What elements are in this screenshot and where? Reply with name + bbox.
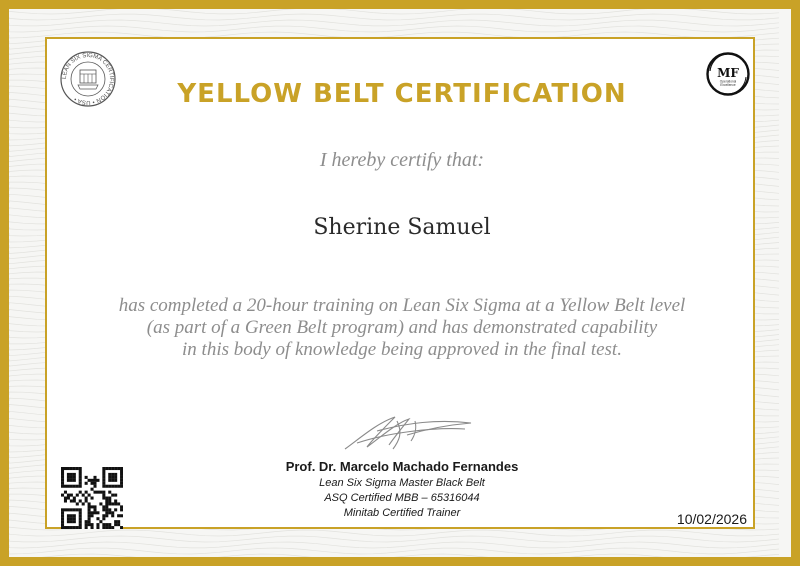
certify-statement: I hereby certify that:: [319, 149, 485, 171]
certificate-description: [47, 295, 757, 361]
description-line-3: in this body of knowledge being approved in the final test.: [182, 339, 622, 360]
certificate-title: YELLOW BELT CERTIFICATION: [177, 79, 627, 109]
seal-ring-text: LEAN SIX SIGMA CERTIFICATION • USA •: [61, 52, 115, 106]
issue-date: 10/02/2026: [676, 511, 747, 527]
certificate-panel: [45, 37, 755, 529]
logo-tagline-2: Excellence: [720, 83, 736, 87]
signature-icon: [337, 409, 477, 453]
recipient-name: Sherine Samuel: [313, 215, 491, 240]
signatory-name: Prof. Dr. Marcelo Machado Fernandes: [285, 459, 519, 474]
description-line-2: (as part of a Green Belt program) and has demonstrated capability: [146, 317, 658, 338]
credential-line-1: Lean Six Sigma Master Black Belt: [319, 477, 485, 489]
qr-code-icon: [61, 467, 123, 529]
logo-monogram: MF: [717, 66, 739, 80]
logo-tagline-1: Operational: [719, 79, 737, 84]
description-line-1: has completed a 20-hour training on Lean Six Sigma at a Yellow Belt level: [118, 295, 686, 316]
credential-line-2: ASQ Certified MBB – 65316044: [324, 492, 480, 504]
signatory-credentials: [47, 476, 757, 521]
credential-line-3: Minitab Certified Trainer: [343, 507, 461, 519]
